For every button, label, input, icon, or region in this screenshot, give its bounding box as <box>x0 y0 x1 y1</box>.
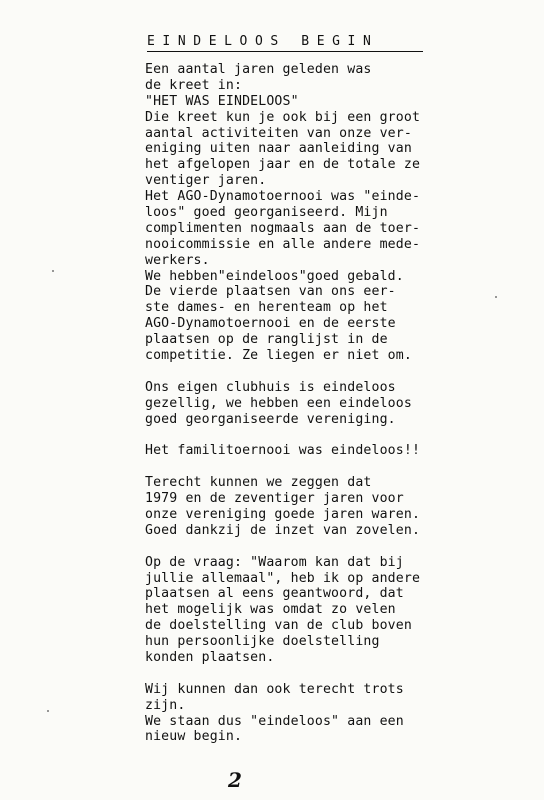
text-line: ventiger jaren. <box>145 173 267 189</box>
paper-speck <box>52 270 54 272</box>
text-line: AGO-Dynamotoernooi en de eerste <box>145 316 396 332</box>
text-line: konden plaatsen. <box>145 649 275 665</box>
text-line: het afgelopen jaar en de totale ze <box>145 157 421 173</box>
text-line: Terecht kunnen we zeggen dat <box>145 475 372 491</box>
text-line: Het familitoernooi was eindeloos!! <box>145 443 421 459</box>
text-line: Op de vraag: "Waarom kan dat bij <box>145 554 404 570</box>
article-title: EINDELOOS BEGIN <box>147 34 423 52</box>
paragraph-gap <box>145 539 535 555</box>
paragraph-gap <box>145 666 535 682</box>
text-line: Goed dankzij de inzet van zovelen. <box>145 522 421 538</box>
text-line: het mogelijk was omdat zo velen <box>145 602 396 618</box>
paper-speck <box>495 296 497 298</box>
text-line: competitie. Ze liegen er niet om. <box>145 348 412 364</box>
paragraph <box>145 62 535 364</box>
text-line: hun persoonlijke doelstelling <box>145 634 380 650</box>
text-line: loos" goed georganiseerd. Mijn <box>145 205 388 221</box>
paragraph <box>145 443 535 459</box>
text-line: gezellig, we hebben een eindeloos <box>145 395 412 411</box>
text-line: Een aantal jaren geleden was <box>145 62 372 77</box>
text-line: Het AGO-Dynamotoernooi was "einde- <box>145 189 421 205</box>
text-line: nooicommissie en alle andere mede- <box>145 236 421 252</box>
text-line: onze vereniging goede jaren waren. <box>145 506 421 522</box>
paragraph <box>145 475 535 539</box>
text-line: plaatsen op de ranglijst in de <box>145 332 388 348</box>
text-line: zijn. <box>145 697 186 713</box>
text-line: Ons eigen clubhuis is eindeloos <box>145 379 396 395</box>
text-line: We staan dus "eindeloos" aan een <box>145 713 404 729</box>
text-line: plaatsen al eens geantwoord, dat <box>145 586 404 602</box>
page-number: 2 <box>228 768 242 792</box>
text-line: 1979 en de zeventiger jaren voor <box>145 491 404 507</box>
paragraph <box>145 380 535 428</box>
text-line: De vierde plaatsen van ons eer- <box>145 284 396 300</box>
text-line: ste dames- en herenteam op het <box>145 300 388 316</box>
paragraph-gap <box>145 364 535 380</box>
text-line: Wij kunnen dan ook terecht trots <box>145 681 404 697</box>
text-line: nieuw begin. <box>145 729 243 745</box>
paragraph <box>145 555 535 666</box>
text-line: eniging uiten naar aanleiding van <box>145 141 412 157</box>
article-body <box>145 62 535 745</box>
text-line: aantal activiteiten van onze ver- <box>145 125 412 141</box>
text-line: werkers. <box>145 252 210 268</box>
text-line: "HET WAS EINDELOOS" <box>145 93 299 109</box>
paragraph-gap <box>145 459 535 475</box>
text-line: goed georganiseerde vereniging. <box>145 411 396 427</box>
paper-speck <box>47 710 49 712</box>
text-line: Die kreet kun je ook bij een groot <box>145 109 421 125</box>
text-line: de doelstelling van de club boven <box>145 618 412 634</box>
text-line: complimenten nogmaals aan de toer- <box>145 220 421 236</box>
text-line: We hebben"eindeloos"goed gebald. <box>145 268 404 284</box>
text-line: jullie allemaal", heb ik op andere <box>145 570 421 586</box>
paragraph <box>145 682 535 746</box>
text-line: de kreet in: <box>145 77 243 93</box>
paragraph-gap <box>145 427 535 443</box>
